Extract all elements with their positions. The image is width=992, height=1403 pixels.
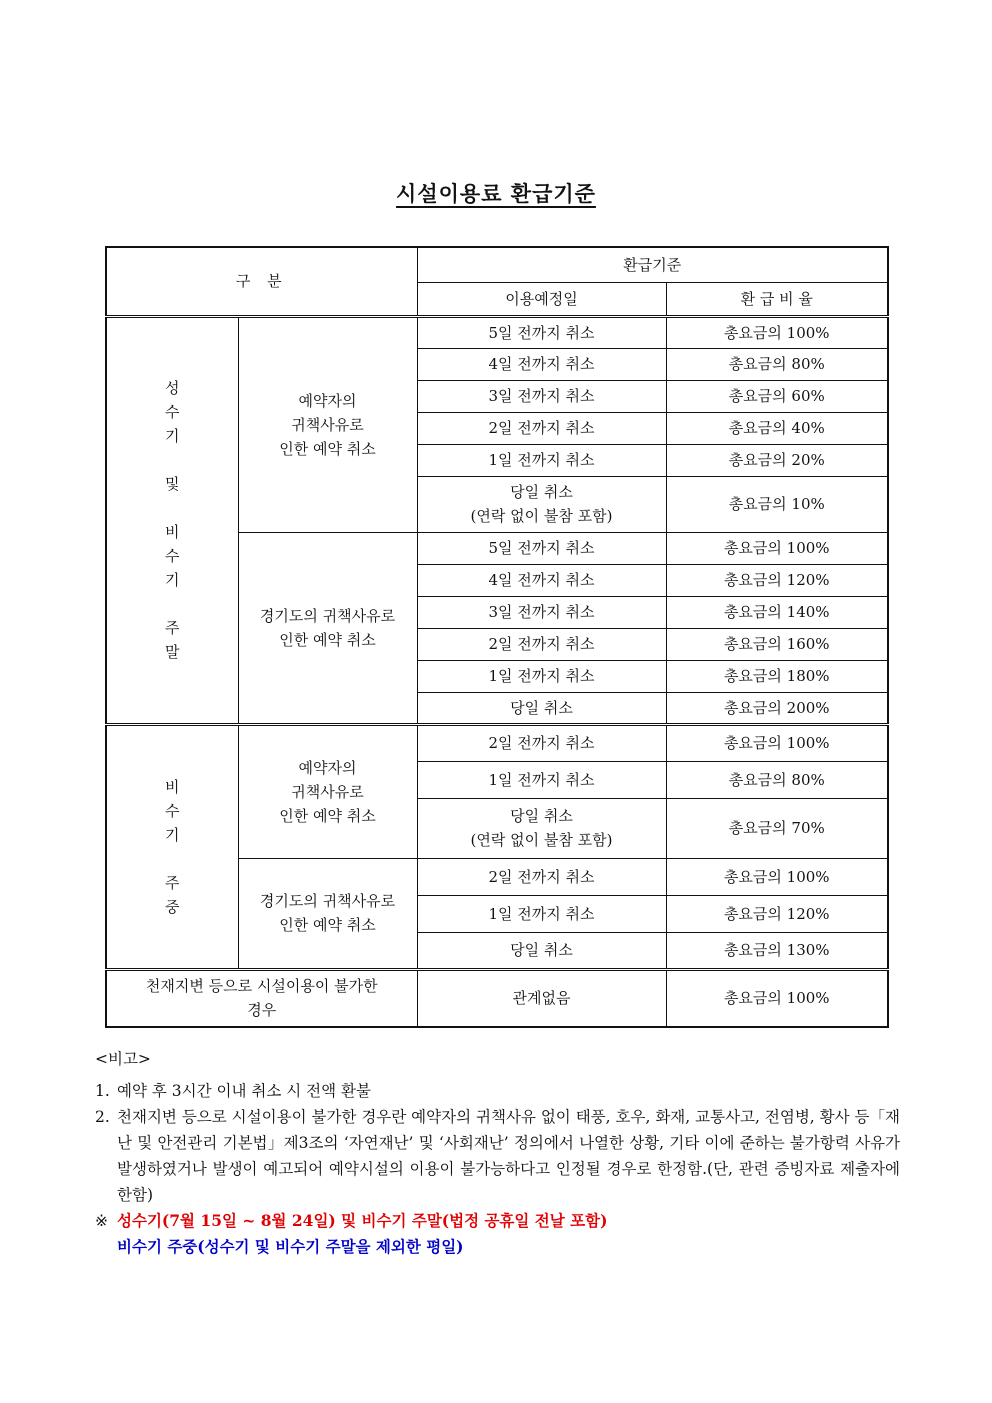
season-char: 기 — [165, 571, 180, 589]
cancel-date-text: 2일 전까지 취소 — [488, 867, 595, 886]
season-char: 말 — [165, 643, 180, 661]
cancel-reason — [238, 858, 417, 969]
cancel-date — [417, 858, 666, 895]
refund-rate: 총요금의 70% — [666, 798, 888, 858]
cancel-date-text: 2일 전까지 취소 — [488, 635, 595, 653]
cancel-date-text: 2일 전까지 취소 — [488, 734, 595, 752]
cancel-date-text: 당일 취소 — [510, 941, 573, 959]
refund-table — [105, 246, 889, 1028]
header-criteria: 환급기준 — [417, 247, 888, 282]
season-char: 수 — [165, 801, 180, 820]
cancel-date — [417, 444, 666, 476]
note-text: 천재지변 등으로 시설이용이 불가한 경우란 예약자의 귀책사유 없이 태풍, 호우, 화재, 교통사고, 전염병, 황사 등「재난 및 안전관리 기본법」제3조의 ‘자연재난’ 및 ‘사회재난’ 정의에서 나열한 상황, 기타 이에 준하는 불가항력 사유가 발생하였거나 발생이 예고되어 예약시설의 이용이 불가능하다고 인정될 경우로 한정함.(단, 관련 증빙자료 제출자에 한함) — [117, 1108, 900, 1204]
header-date: 이용예정일 — [417, 282, 666, 316]
cancel-date — [417, 564, 666, 596]
refund-rate: 총요금의 200% — [666, 692, 888, 724]
notes-heading: <비고> — [95, 1050, 151, 1068]
cancel-reason-line: 귀책사유로 — [291, 415, 364, 434]
note-item-2 — [95, 1104, 900, 1208]
note-number: 2. — [95, 1108, 110, 1126]
cancel-date-text: 4일 전까지 취소 — [488, 355, 595, 373]
cancel-reason-line: 귀책사유로 — [291, 782, 364, 801]
cancel-reason-line: 인한 예약 취소 — [279, 916, 376, 934]
refund-rate: 총요금의 60% — [666, 380, 888, 412]
cancel-date — [417, 628, 666, 660]
season-char: 주 — [165, 619, 180, 637]
cancel-date-text: 1일 전까지 취소 — [488, 451, 595, 469]
cancel-date-text: 3일 전까지 취소 — [488, 387, 595, 405]
cancel-date-note: (연락 없이 불참 포함) — [470, 831, 613, 849]
refund-rate: 총요금의 100% — [666, 724, 888, 761]
notes — [95, 1046, 900, 1260]
refund-rate: 총요금의 130% — [666, 932, 888, 969]
cancel-date — [417, 761, 666, 798]
header-category: 구 분 — [106, 247, 417, 316]
cancel-reason-line: 경기도의 귀책사유로 — [259, 606, 396, 625]
refund-rate: 총요금의 180% — [666, 660, 888, 692]
note-item-1 — [95, 1078, 900, 1104]
cancel-date-text: 1일 전까지 취소 — [488, 667, 595, 685]
cancel-date — [417, 596, 666, 628]
disaster-label-line: 천재지변 등으로 시설이용이 불가한 — [145, 977, 378, 996]
reference-mark: ※ — [95, 1212, 108, 1230]
cancel-reason-line: 예약자의 — [298, 758, 357, 777]
peak-season-definition: 성수기(7월 15일 ~ 8월 24일) 및 비수기 주말(법정 공휴일 전날 포함) — [117, 1211, 608, 1230]
cancel-date — [417, 660, 666, 692]
season-char — [111, 496, 234, 520]
season-char: 수 — [165, 547, 180, 565]
refund-rate: 총요금의 100% — [666, 532, 888, 564]
cancel-date-text: 1일 전까지 취소 — [488, 904, 595, 923]
season-char — [111, 847, 234, 871]
refund-rate: 총요금의 140% — [666, 596, 888, 628]
season-char — [111, 448, 234, 472]
refund-rate: 총요금의 100% — [666, 858, 888, 895]
cancel-reason-line: 경기도의 귀책사유로 — [259, 892, 396, 910]
cancel-date-text: 당일 취소 — [510, 807, 573, 825]
cancel-date-text: 3일 전까지 취소 — [488, 603, 595, 621]
season-char: 기 — [165, 825, 180, 844]
season-char — [111, 592, 234, 616]
cancel-date — [417, 412, 666, 444]
cancel-date — [417, 476, 666, 532]
cancel-reason-line: 인한 예약 취소 — [279, 439, 376, 458]
cancel-reason — [238, 724, 417, 858]
cancel-date — [417, 316, 666, 348]
refund-rate: 총요금의 10% — [666, 476, 888, 532]
season-char: 비 — [165, 777, 180, 796]
cancel-date — [417, 798, 666, 858]
cancel-date — [417, 692, 666, 724]
offpeak-weekday-definition: 비수기 주중(성수기 및 비수기 주말을 제외한 평일) — [117, 1237, 464, 1256]
cancel-date-text: 당일 취소 — [510, 483, 573, 501]
note-number: 1. — [95, 1082, 110, 1100]
refund-rate: 총요금의 20% — [666, 444, 888, 476]
cancel-date — [417, 895, 666, 932]
page-title: 시설이용료 환급기준 — [396, 181, 596, 206]
season-legend — [95, 1208, 900, 1260]
season-char: 기 — [165, 427, 180, 445]
season-char: 수 — [165, 403, 180, 421]
refund-rate: 총요금의 160% — [666, 628, 888, 660]
cancel-date — [417, 348, 666, 380]
cancel-date — [417, 932, 666, 969]
season-char: 및 — [165, 475, 180, 493]
cancel-date-text: 당일 취소 — [510, 698, 573, 717]
cancel-reason-line: 인한 예약 취소 — [279, 630, 376, 649]
season-char: 비 — [165, 523, 180, 541]
cancel-date-text: 5일 전까지 취소 — [488, 323, 595, 342]
cancel-date-text: 1일 전까지 취소 — [488, 770, 595, 789]
refund-rate: 총요금의 80% — [666, 348, 888, 380]
cancel-date-text: 5일 전까지 취소 — [488, 539, 595, 557]
note-text: 예약 후 3시간 이내 취소 시 전액 환불 — [117, 1082, 371, 1100]
cancel-date-text: 2일 전까지 취소 — [488, 419, 595, 437]
season-label — [106, 316, 238, 724]
cancel-date-text: 4일 전까지 취소 — [488, 571, 595, 589]
disaster-rate: 총요금의 100% — [666, 969, 888, 1027]
season-char: 성 — [165, 379, 180, 397]
season-label — [106, 724, 238, 969]
refund-rate: 총요금의 120% — [666, 895, 888, 932]
refund-rate: 총요금의 100% — [666, 316, 888, 348]
disaster-label-line: 경우 — [247, 1001, 277, 1020]
refund-rate: 총요금의 120% — [666, 564, 888, 596]
cancel-reason-line: 예약자의 — [298, 391, 357, 410]
cancel-reason — [238, 316, 417, 532]
season-char: 주 — [165, 873, 180, 892]
season-char: 중 — [165, 897, 180, 916]
cancel-reason — [238, 532, 417, 724]
refund-rate: 총요금의 80% — [666, 761, 888, 798]
cancel-date — [417, 724, 666, 761]
disaster-date: 관계없음 — [417, 969, 666, 1027]
cancel-date — [417, 532, 666, 564]
header-rate: 환 급 비 율 — [666, 282, 888, 316]
cancel-date-note: (연락 없이 불참 포함) — [470, 507, 613, 525]
cancel-reason-line: 인한 예약 취소 — [279, 806, 376, 825]
cancel-date — [417, 380, 666, 412]
disaster-label — [106, 969, 417, 1027]
refund-rate: 총요금의 40% — [666, 412, 888, 444]
